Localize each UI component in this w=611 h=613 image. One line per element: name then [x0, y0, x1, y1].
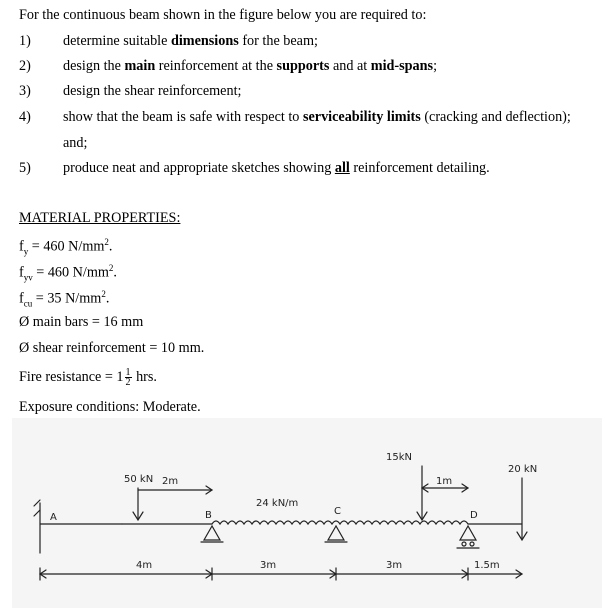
fcu-line: $f_{cu} = 35$ $N/mm^2$.	[19, 289, 110, 309]
req-5-number: 5)	[19, 160, 31, 176]
udl-label: 24 kN/m	[256, 498, 299, 509]
req-4-continuation: and;	[63, 135, 88, 151]
support-D-icon	[460, 526, 476, 540]
load-15kN-label: 15kN	[386, 452, 412, 463]
req-4-number: 4)	[19, 109, 31, 125]
req-3-text: design the shear reinforcement;	[63, 83, 242, 99]
beam-diagram	[12, 418, 602, 608]
dim-2m-label: 2m	[162, 476, 179, 487]
label-C: C	[334, 506, 341, 517]
fyv-line: $f_{yv} = 460$ $N/mm^2$.	[19, 263, 117, 283]
shear-reinforcement-line: Ø shear reinforcement = 10 mm.	[19, 340, 205, 356]
dim-1m-label: 1m	[436, 476, 453, 487]
load-50kN-label: 50 kN	[124, 474, 154, 485]
material-heading: MATERIAL PROPERTIES:	[19, 210, 181, 226]
udl-wave	[212, 521, 468, 524]
overhang-label: 1.5m	[474, 560, 500, 571]
req-2-number: 2)	[19, 58, 31, 74]
span-AB-label: 4m	[136, 560, 153, 571]
intro-text: For the continuous beam shown in the figure below you are required to:	[19, 7, 427, 23]
label-D: D	[470, 510, 478, 521]
req-1-number: 1)	[19, 33, 31, 49]
fy-line: $f_y = 460$ $N/mm^2$.	[19, 237, 113, 257]
beam-diagram-svg	[12, 418, 602, 608]
support-C-icon	[328, 526, 344, 540]
fire-resistance-line: Fire resistance = 1 $\frac{1}{2}$ hrs.	[19, 367, 157, 388]
exposure-line: Exposure conditions: Moderate.	[19, 399, 201, 415]
load-20kN-label: 20 kN	[508, 464, 538, 475]
req-2-text: design the main reinforcement at the supports and at mid-spans;	[63, 58, 438, 74]
span-CD-label: 3m	[386, 560, 403, 571]
support-B-icon	[204, 526, 220, 540]
req-4-text: show that the beam is safe with respect to serviceability limits (cracking and deflection);	[63, 109, 571, 125]
span-BC-label: 3m	[260, 560, 277, 571]
req-3-number: 3)	[19, 83, 31, 99]
main-bars-line: Ø main bars = 16 mm	[19, 314, 144, 330]
label-A: A	[50, 512, 57, 523]
req-1-text: determine suitable dimensions for the beam;	[63, 33, 318, 49]
req-5-text: produce neat and appropriate sketches showing all reinforcement detailing.	[63, 160, 490, 176]
fraction-half: $\frac{1}{2}$	[125, 367, 131, 388]
label-B: B	[205, 510, 212, 521]
